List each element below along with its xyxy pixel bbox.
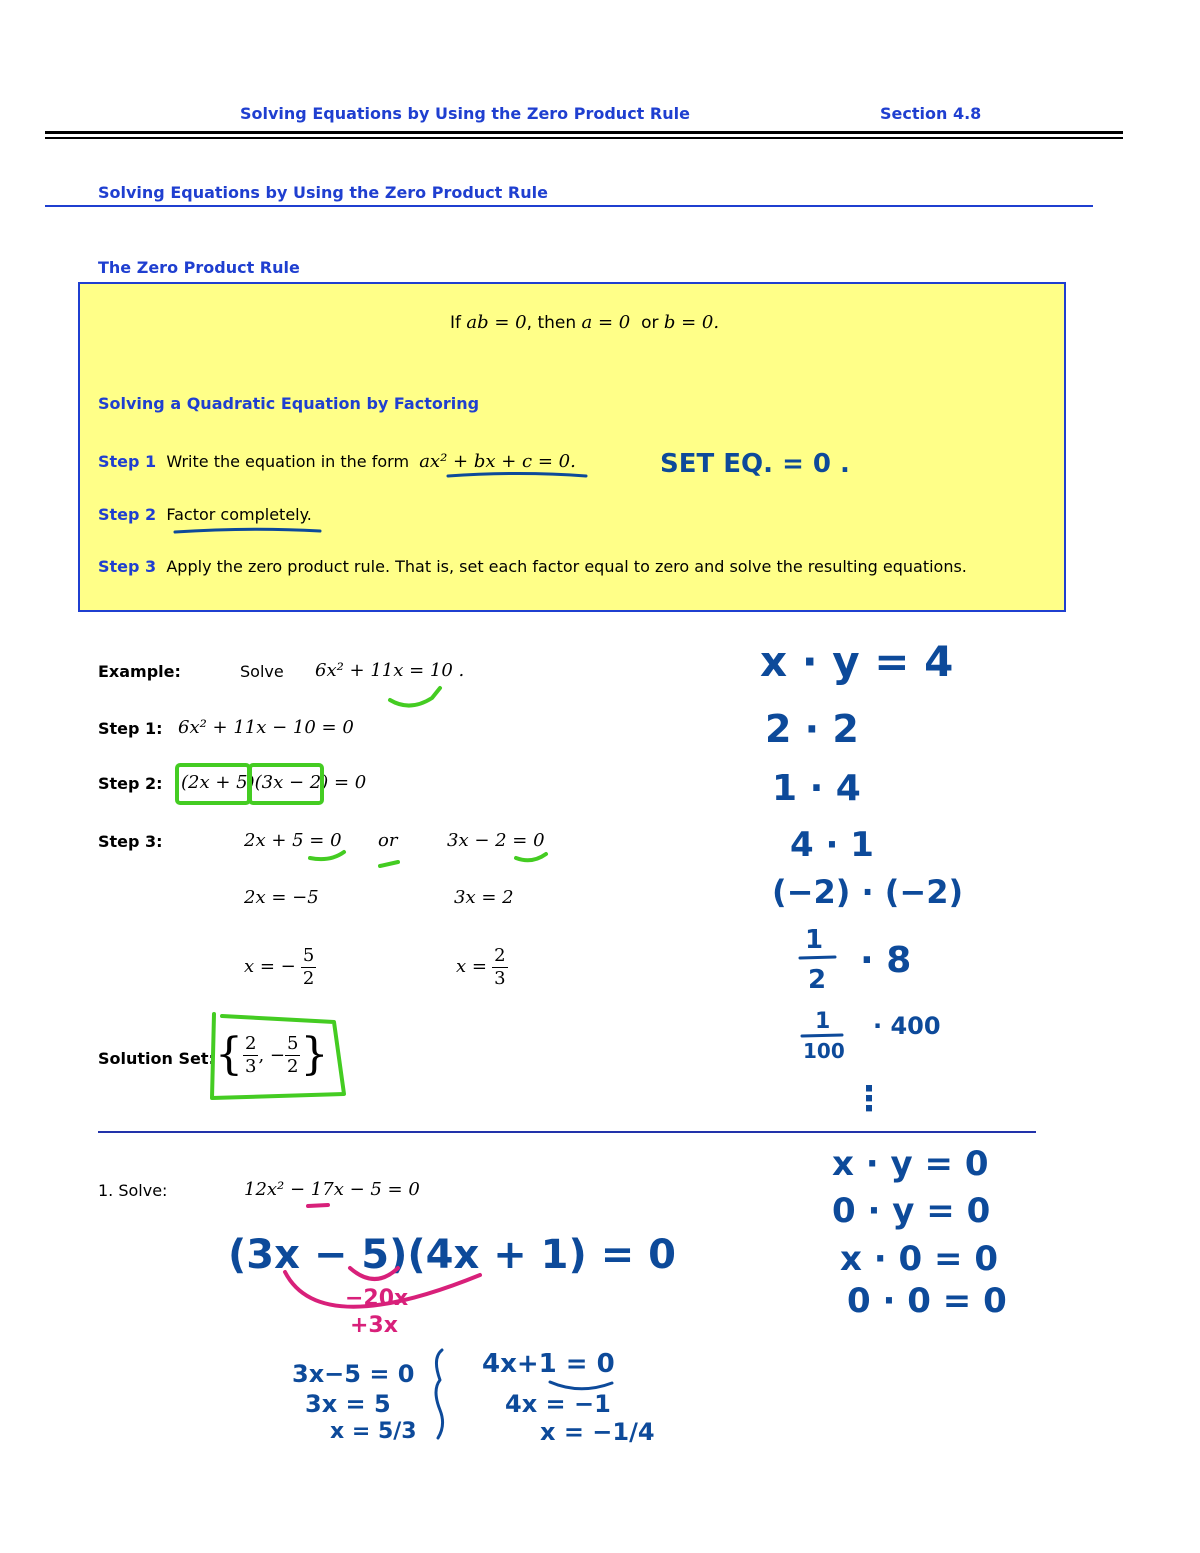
step1-text: Write the equation in the form [166,452,410,471]
pair-2-2: 2 · 2 [765,707,859,751]
pink-outer-arc [285,1272,480,1307]
right-work-1: 4x+1 = 0 [482,1349,615,1379]
step2-row [98,505,312,524]
right-work-3: x = −1/4 [540,1418,655,1446]
sol-den1: 3 [245,1055,257,1077]
blue-arrow-right [550,1382,612,1389]
section-rule [45,205,1093,207]
sol-num1: 2 [245,1032,257,1054]
pink-term-1: −20x [345,1286,409,1311]
example-step2-eq: (2x + 5)(3x − 2) = 0 [181,772,367,793]
half-num: 1 [805,925,824,955]
problem1-equation: 12x² − 17x − 5 = 0 [244,1179,420,1200]
sol-fraction-1 [243,1033,258,1078]
step3-right-3 [456,945,508,990]
rule-a: a = 0 [581,312,631,333]
green-arrow-example [390,688,440,706]
rule-or: or [641,313,659,333]
pink-underline-17x [308,1205,328,1206]
step3-left-3 [244,945,316,990]
pink-term-2: +3x [350,1313,398,1338]
zero-line-2: 0 · y = 0 [832,1191,991,1231]
problem1-label: 1. Solve: [98,1181,168,1200]
hundredth-den: 100 [803,1039,845,1063]
solution-set [215,1030,328,1080]
example-solve: Solve [240,662,284,681]
rule-heading: The Zero Product Rule [98,258,300,277]
step3-left-1: 2x + 5 = 0 [244,830,342,851]
sol-fraction-2 [285,1033,300,1078]
step1-math: ax² + bx + c = 0. [419,451,576,472]
sol-den2: 2 [286,1055,299,1077]
left3-num: 5 [302,945,315,966]
right-work-2: 4x = −1 [505,1390,611,1418]
example-step2-label: Step 2: [98,774,163,793]
example-label: Example: [98,662,181,681]
example-divider [98,1131,1036,1133]
left-work-2: 3x = 5 [305,1390,391,1418]
header-rule-top [45,131,1123,134]
pair-neg2-neg2: (−2) · (−2) [772,873,964,911]
ellipsis-vertical: ⋮ [852,1079,886,1119]
right3-den: 3 [494,968,506,989]
hundredth-num: 1 [815,1009,831,1034]
blue-brace [436,1350,443,1438]
rule-if: If [450,313,461,333]
example-step1-eq: 6x² + 11x − 10 = 0 [178,717,354,738]
xy4-line: x · y = 4 [760,637,954,686]
hundredth-bar [802,1035,842,1036]
step3-left-2: 2x = −5 [244,887,319,908]
pair-4-1: 4 · 1 [790,825,874,865]
zero-line-1: x · y = 0 [832,1144,989,1184]
rule-then: , then [526,313,577,333]
green-hook-left [310,852,344,859]
factored-form: (3x − 5)(4x + 1) = 0 [228,1232,676,1278]
step3-right-2: 3x = 2 [454,887,514,908]
step3-text: Apply the zero product rule. That is, set each factor equal to zero and solve the resulting equations. [166,557,967,576]
example-step1-label: Step 1: [98,719,163,738]
set-eq-note: SET EQ. = 0 . [660,449,850,479]
left-work-1: 3x−5 = 0 [292,1360,415,1388]
zero-line-3: x · 0 = 0 [840,1239,998,1279]
step3-row [98,557,967,576]
right3-prefix: x = [456,956,487,977]
left3-fraction [301,945,316,990]
step2-text: Factor completely. [166,505,312,524]
factoring-heading: Solving a Quadratic Equation by Factoring [98,394,480,413]
sol-num2: 5 [286,1032,299,1054]
step3-or: or [378,830,398,851]
step1-label: Step 1 [98,452,157,471]
header-section: Section 4.8 [880,104,982,123]
pink-inner-arc [350,1268,398,1279]
example-step3-label: Step 3: [98,832,163,851]
pair-half-8: · 8 [860,940,912,981]
left3-prefix: x = − [244,956,296,977]
header-title: Solving Equations by Using the Zero Product Rule [240,104,690,123]
example-equation: 6x² + 11x = 10 . [315,660,465,681]
header-rule-bottom [45,137,1123,139]
rule-b: b = 0. [663,312,720,333]
step3-right-1: 3x − 2 = 0 [447,830,545,851]
left3-den: 2 [302,968,315,989]
half-bar [800,957,835,958]
pair-hundredth-400: · 400 [873,1012,941,1040]
right3-num: 2 [494,945,506,966]
half-den: 2 [808,965,827,995]
brace-open: { [215,1029,243,1080]
step1-row [98,451,576,472]
sol-sep: , − [258,1044,285,1066]
zero-line-4: 0 · 0 = 0 [847,1281,1007,1321]
right3-fraction [492,945,507,990]
step2-label: Step 2 [98,505,157,524]
pair-1-4: 1 · 4 [772,768,861,809]
left-work-3: x = 5/3 [330,1419,417,1444]
rule-ab: ab = 0 [466,312,527,333]
section-title: Solving Equations by Using the Zero Product Rule [98,183,548,202]
solution-set-label: Solution Set: [98,1049,215,1068]
green-dash-or [380,862,398,866]
step3-label: Step 3 [98,557,157,576]
green-hook-right [516,854,546,860]
rule-statement [450,312,719,333]
brace-close: } [300,1029,329,1080]
